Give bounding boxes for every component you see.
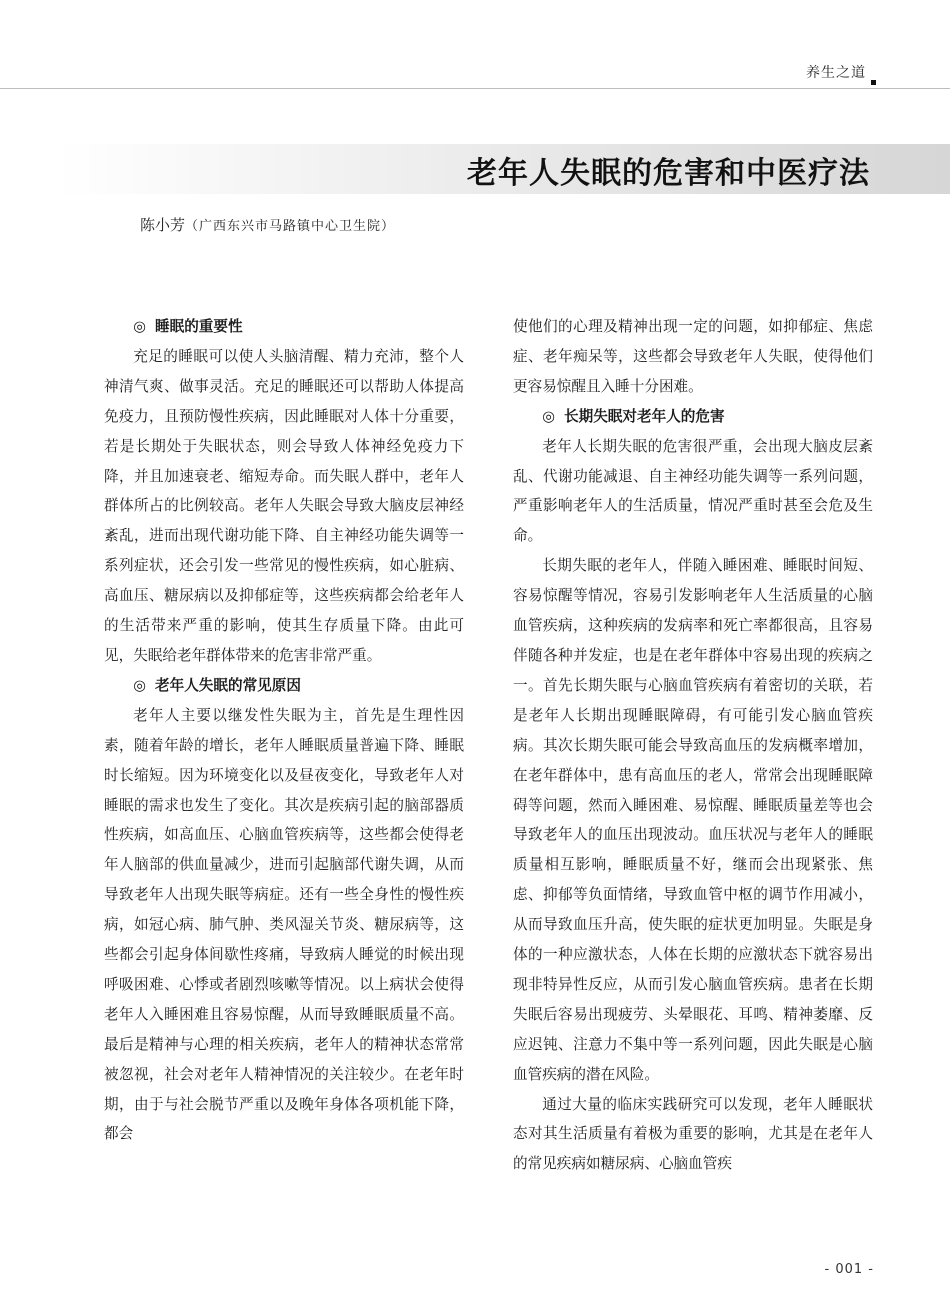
header-rule [0,88,950,89]
page-number: - 001 - [824,1262,874,1277]
paragraph: 长期失眠的老年人，伴随入睡困难、睡眠时间短、容易惊醒等情况，容易引发影响老年人生活质量的心脑血管疾病，这种疾病的发病率和死亡率都很高，且容易伴随各种并发症，也是在老年群体中容易出现的疾病之一。首先长期失眠与心脑血管疾病有着密切的关联，若是老年人长期出现睡眠障碍，有可能引发心脑血管疾病。其次长期失眠可能会导致高血压的发病概率增加，在老年群体中，患有高血压的老人，常常会出现睡眠障碍等问题，然而入睡困难、易惊醒、睡眠质量差等也会导致老年人的血压出现波动。血压状况与老年人的睡眠质量相互影响，睡眠质量不好，继而会出现紧张、焦虑、抑郁等负面情绪，导致血管中枢的调节作用减小，从而导致血压升高，使失眠的症状更加明显。失眠是身体的一种应激状态，人体在长期的应激状态下就容易出现非特异性反应，从而引发心脑血管疾病。患者在长期失眠后容易出现疲劳、头晕眼花、耳鸣、精神萎靡、反应迟钝、注意力不集中等一系列问题，因此失眠是心脑血管疾病的潜在风险。 [513,557,873,1083]
section-heading-causes: ◎ 老年人失眠的常见原因 [133,676,301,694]
author-line [140,214,395,235]
column-name: 养生之道 [806,65,866,81]
paragraph-continued: 使他们的心理及精神出现一定的问题，如抑郁症、焦虑症、老年痴呆等，这些都会导致老年人失眠，使得他们更容易惊醒且入睡十分困难。 [513,318,873,395]
author-affiliation: （广西东兴市马路镇中心卫生院） [185,219,396,234]
paragraph: 老年人主要以继发性失眠为主，首先是生理性因素，随着年龄的增长，老年人睡眠质量普遍下降、睡眠时长缩短。因为环境变化以及昼夜变化，导致老年人对睡眠的需求也发生了变化。其次是疾病引起的脑部器质性疾病，如高血压、心脑血管疾病等，这些都会使得老年人脑部的供血量减少，进而引起脑部代谢失调，从而导致老年人出现失眠等病症。还有一些全身性的慢性疾病，如冠心病、肺气肿、类风湿关节炎、糖尿病等，这些都会引起身体间歇性疼痛，导致病人睡觉的时候出现呼吸困难、心悸或者剧烈咳嗽等情况。以上病状会使得老年人入睡困难且容易惊醒，从而导致睡眠质量不高。最后是精神与心理的相关疾病，老年人的精神状态常常被忽视，社会对老年人精神情况的关注较少。在老年时期，由于与社会脱节严重以及晚年身体各项机能下降，都会 [104,706,464,1143]
section-heading-harms: ◎ 长期失眠对老年人的危害 [542,407,725,425]
section-heading-importance: ◎ 睡眠的重要性 [133,318,243,335]
article-title: 老年人失眠的危害和中医疗法 [467,156,870,191]
header-square-mark [871,80,876,85]
author-name: 陈小芳 [140,216,186,234]
section-bullet-icon: ◎ [133,676,146,694]
left-column [104,312,464,1149]
right-column [513,312,873,1179]
paragraph: 充足的睡眠可以使人头脑清醒、精力充沛，整个人神清气爽、做事灵活。充足的睡眠还可以帮助人体提高免疫力，且预防慢性疾病，因此睡眠对人体十分重要，若是长期处于失眠状态，则会导致人体神经免疫力下降，并且加速衰老、缩短寿命。而失眠人群中，老年人群体所占的比例较高。老年人失眠会导致大脑皮层神经紊乱，进而出现代谢功能下降、自主神经功能失调等一系列症状，还会引发一些常见的慢性疾病，如心脏病、高血压、糖尿病以及抑郁症等，这些疾病都会给老年人的生活带来严重的影响，使其生存质量下降。由此可见，失眠给老年群体带来的危害非常严重。 [104,347,464,664]
section-bullet-icon: ◎ [133,318,146,335]
paragraph: 通过大量的临床实践研究可以发现，老年人睡眠状态对其生活质量有着极为重要的影响，尤其是在老年人的常见疾病如糖尿病、心脑血管疾 [513,1095,873,1173]
paragraph: 老年人长期失眠的危害很严重，会出现大脑皮层紊乱、代谢功能减退、自主神经功能失调等一系列问题，严重影响老年人的生活质量，情况严重时甚至会危及生命。 [513,437,873,545]
section-bullet-icon: ◎ [542,407,555,425]
